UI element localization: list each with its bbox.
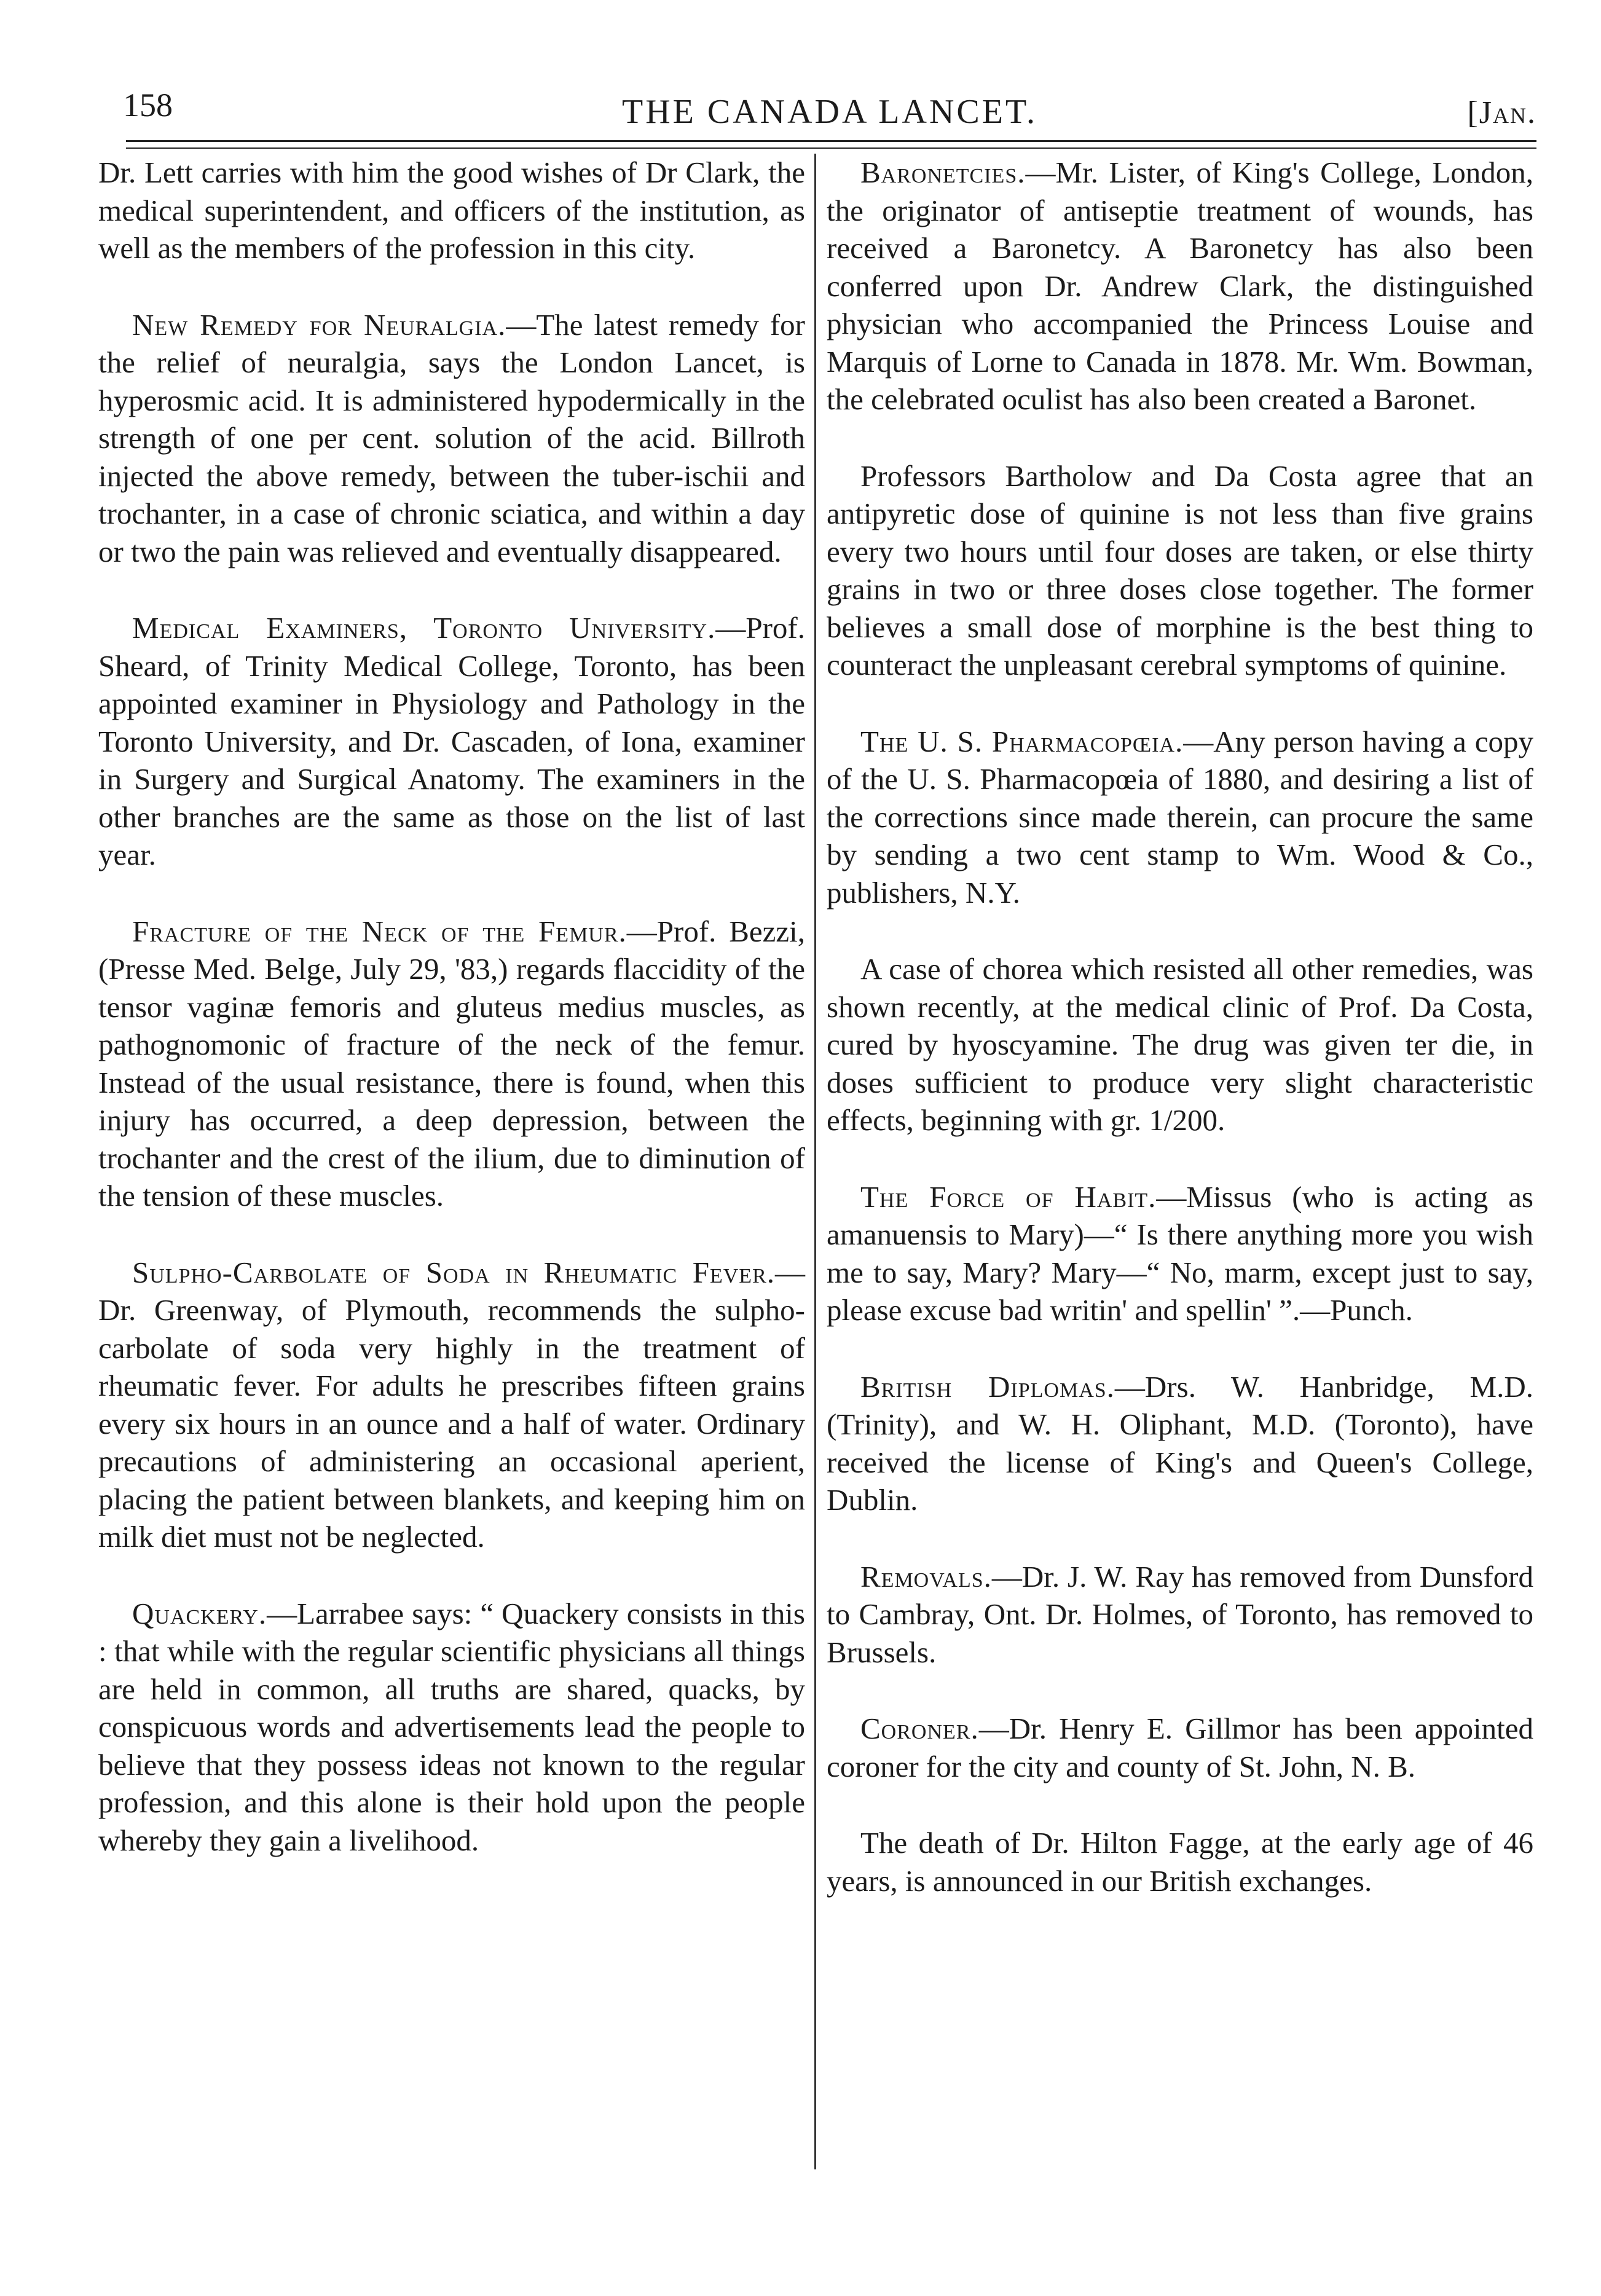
article-heading: New Remedy for Neuralgia.: [132, 307, 506, 342]
article-paragraph: Removals.—Dr. J. W. Ray has removed from Dunsford to Cambray, Ont. Dr. Holmes, of Toronto, has removed to Brussels.: [827, 1559, 1533, 1669]
article-heading: Removals.: [860, 1559, 992, 1594]
article-paragraph: Dr. Lett carries with him the good wishes of Dr Clark, the medical superintendent, and officers of the institution, as well as the members of the profession in this city.: [98, 155, 805, 265]
article-paragraph: British Diplomas.—Drs. W. Hanbridge, M.D. (Trinity), and W. H. Oliphant, M.D. (Toronto), have received the license of King's and Queen's College, Dublin.: [827, 1369, 1533, 1517]
article-heading: Medical Examiners, Toronto University.: [132, 611, 716, 645]
page-header: [123, 86, 1536, 141]
article-heading: The U. S. Pharmacopœia.: [860, 724, 1184, 758]
right-column: [827, 154, 1533, 1938]
article-heading: The Force of Habit.: [860, 1179, 1157, 1214]
article-heading: British Diplomas.: [860, 1369, 1115, 1404]
article-paragraph: New Remedy for Neuralgia.—The latest remedy for the relief of neuralgia, says the London Lancet, is hyperosmic acid. It is administered hypodermically in the strength of one per cent. solution of the acid. Billroth injected the above remedy, between the tuber-ischii and trochanter, in a case of chronic sciatica, and within a day or two the pain was relieved and eventually disappeared.: [98, 307, 805, 568]
article-paragraph: Quackery.—Larrabee says: “ Quackery consists in this : that while with the regular scientific physicians all things are held in common, all truths are shared, quacks, by conspicuous words and advertisements lead the people to believe that they possess ideas not known to the regular profession, and this alone is their hold upon the people whereby they gain a livelihood.: [98, 1596, 805, 1857]
article-paragraph: A case of chorea which resisted all other remedies, was shown recently, at the medical clinic of Prof. Da Costa, cured by hyoscyamine. The drug was given ter die, in doses sufficient to produce very slight characteristic effects, beginning with gr. 1/200.: [827, 952, 1533, 1137]
article-heading: Quackery.: [132, 1596, 267, 1630]
issue-month: [Jan.: [1467, 95, 1536, 130]
article-paragraph: Baronetcies.—Mr. Lister, of King's College, London, the originator of antiseptie treatment of wounds, has received a Baronetcy. A Baronetcy has also been conferred upon Dr. Andrew Clark, the distinguished physician who accompanied the Princess Louise and Marquis of Lorne to Canada in 1878. Mr. Wm. Bowman, the celebrated oculist has also been created a Baronet.: [827, 155, 1533, 416]
article-paragraph: The death of Dr. Hilton Fagge, at the early age of 46 years, is announced in our British exchanges.: [827, 1826, 1533, 1898]
article-paragraph: The Force of Habit.—Missus (who is acting as amanuensis to Mary)—“ Is there anything more you wish me to say, Mary? Mary—“ No, marm, except just to say, please excuse bad writin' and spellin' ”.—Punch.: [827, 1179, 1533, 1327]
journal-title: THE CANADA LANCET.: [621, 93, 1038, 131]
article-heading: Coroner.: [860, 1712, 979, 1745]
header-rule-bottom: [126, 147, 1536, 149]
article-paragraph: The U. S. Pharmacopœia.—Any person having a copy of the U. S. Pharmacopœia of 1880, and desiring a list of the corrections since made therein, can procure the same by sending a two cent stamp to Wm. Wood & Co., publishers, N.Y.: [827, 724, 1533, 910]
article-paragraph: Sulpho-Carbolate of Soda in Rheumatic Fever.—Dr. Greenway, of Plymouth, recommends the sulpho-carbolate of soda very highly in the treatment of rheumatic fever. For adults he prescribes fifteen grains every six hours in an ounce and a half of water. Ordinary precautions of administering an occasional aperient, placing the patient between blankets, and keeping him on milk diet must not be neglected.: [98, 1255, 805, 1554]
article-heading: Fracture of the Neck of the Femur.: [132, 914, 627, 948]
article-paragraph: Coroner.—Dr. Henry E. Gillmor has been appointed coroner for the city and county of St. John, N. B.: [827, 1712, 1533, 1783]
article-paragraph: Fracture of the Neck of the Femur.—Prof. Bezzi, (Presse Med. Belge, July 29, '83,) regards flaccidity of the tensor vaginæ femoris and gluteus medius muscles, as pathognomonic of fracture of the neck of the femur. Instead of the usual resistance, there is found, when this injury has occurred, a deep depression, between the trochanter and the crest of the ilium, due to diminution of the tension of these muscles.: [98, 914, 805, 1213]
article-heading: Baronetcies.: [860, 155, 1026, 189]
article-paragraph: Medical Examiners, Toronto University.—Prof. Sheard, of Trinity Medical College, Toronto, has been appointed examiner in Physiology and Pathology in the Toronto University, and Dr. Cascaden, of Iona, examiner in Surgery and Surgical Anatomy. The examiners in the other branches are the same as those on the list of last year.: [98, 611, 805, 871]
header-rule-top: [126, 140, 1536, 142]
article-paragraph: Professors Bartholow and Da Costa agree that an antipyretic dose of quinine is not less than five grains every two hours until four doses are taken, or else thirty grains in two or three doses close together. The former believes a small dose of morphine is the best thing to counteract the unpleasant cerebral symptoms of quinine.: [827, 458, 1533, 682]
page-number: 158: [123, 87, 173, 124]
article-heading: Sulpho-Carbolate of Soda in Rheumatic Fever.: [132, 1255, 775, 1289]
column-divider: [814, 154, 816, 2169]
left-column: [98, 154, 805, 1898]
